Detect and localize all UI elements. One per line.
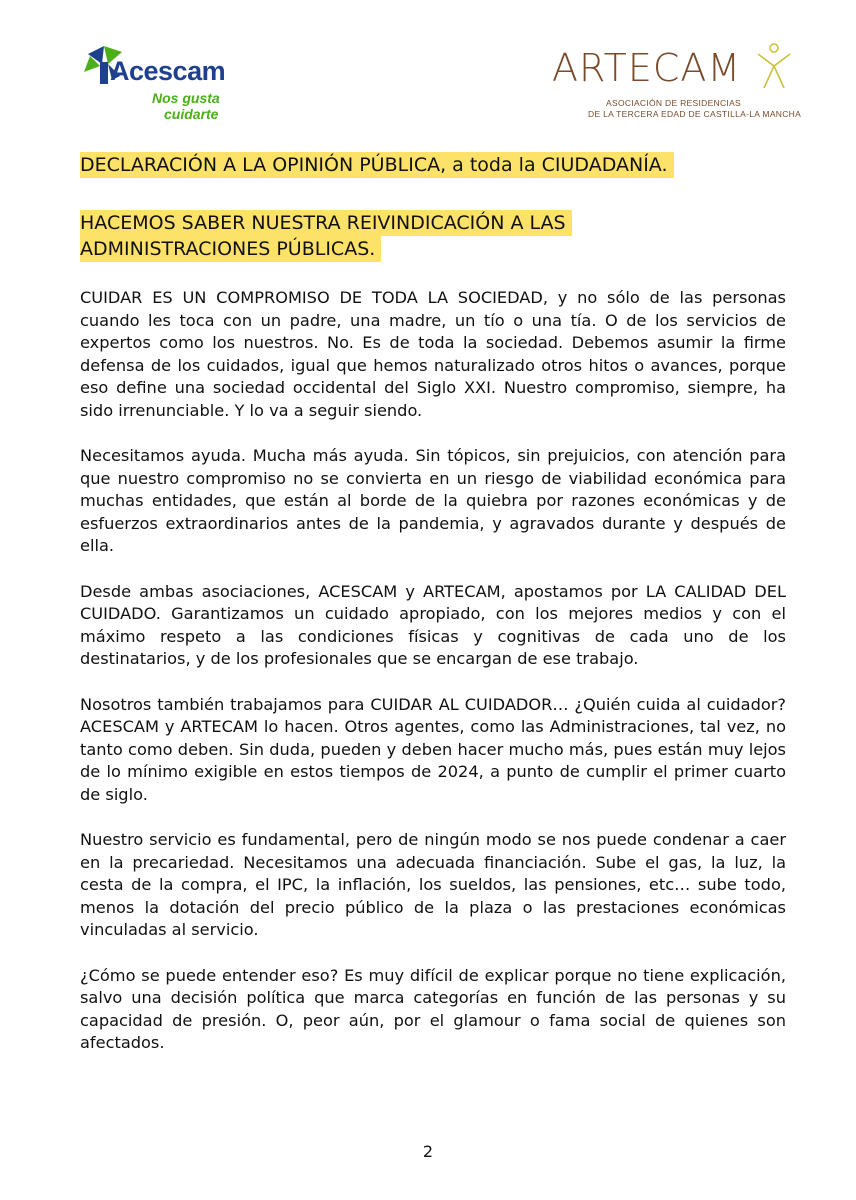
paragraph-3: Desde ambas asociaciones, ACESCAM y ARTECAM, apostamos por LA CALIDAD DEL CUIDADO. Garantizamos un cuidado apropiado, con los mejores medios y con el máximo respeto a las condiciones físicas y cognitivas de cada uno de los destinatarios, y de los profesionales que se encargan de ese trabajo. (80, 581, 786, 668)
artecam-subtitle-1: ASOCIACIÓN DE RESIDENCIAS (606, 98, 742, 108)
figure-icon (754, 40, 794, 92)
paragraph-6: ¿Cómo se puede entender eso? Es muy difícil de explicar porque no tiene explicación, salvo una decisión política que marca categorías en función de las personas y su capacidad de presión. O, peor aún, por el glamour o fama social de quienes son afectados. (80, 965, 786, 1052)
paragraph-2: Necesitamos ayuda. Mucha más ayuda. Sin tópicos, sin prejuicios, con atención para que nuestro compromiso no se convierta en un riesgo de viabilidad económica para muchas entidades, que están al borde de la quiebra por razones económicas y de esfuerzos extraordinarios antes de la pandemia, y agravados durante y después de ella. (80, 446, 786, 555)
declaration-heading-text: DECLARACIÓN A LA OPINIÓN PÚBLICA, a toda la CIUDADANÍA. (80, 152, 674, 178)
artecam-logo (552, 42, 802, 119)
claim-heading-text: HACEMOS SABER NUESTRA REIVINDICACIÓN A LAS ADMINISTRACIONES PÚBLICAS. (80, 210, 572, 262)
acescam-brand: Acescam (110, 56, 226, 86)
page-number: 2 (422, 1142, 434, 1161)
paragraph-4: Nosotros también trabajamos para CUIDAR AL CUIDADOR… ¿Quién cuida al cuidador? ACESCAM y ARTECAM lo hacen. Otros agentes, como las Administraciones, tal vez, no tanto como deben. Sin duda, pueden y deben hacer mucho más, pues están muy lejos de lo mínimo exigible en estos tiempos de 2024, a punto de cumplir el primer cuarto de siglo. (80, 694, 786, 804)
paragraph-5: Nuestro servicio es fundamental, pero de ningún modo se nos puede condenar a caer en la precariedad. Necesitamos una adecuada financiación. Sube el gas, la luz, la cesta de la compra, el IPC, la inflación, los sueldos, las pensiones, etc… sube todo, menos la dotación del precio público de la plaza o las prestaciones económicas vinculadas al servicio. (80, 830, 786, 939)
claim-heading (80, 210, 640, 262)
declaration-heading (80, 152, 674, 178)
artecam-brand: ARTECAM (552, 46, 742, 90)
acescam-tagline-1: Nos gusta (152, 90, 220, 106)
artecam-subtitle-2: DE LA TERCERA EDAD DE CASTILLA-LA MANCHA (588, 109, 802, 119)
acescam-logo (82, 40, 252, 120)
acescam-tagline-2: cuidarte (164, 106, 219, 122)
body-text (80, 287, 786, 1078)
paragraph-1: CUIDAR ES UN COMPROMISO DE TODA LA SOCIEDAD, y no sólo de las personas cuando les toca con un padre, una madre, un tío o una tía. O de los servicios de expertos como los nuestros. No. Es de toda la sociedad. Debemos asumir la firme defensa de los cuidados, igual que hemos naturalizado otros hitos o avances, porque eso define una sociedad occidental del Siglo XXI. Nuestro compromiso, siempre, ha sido irrenunciable. Y lo va a seguir siendo. (80, 288, 786, 420)
